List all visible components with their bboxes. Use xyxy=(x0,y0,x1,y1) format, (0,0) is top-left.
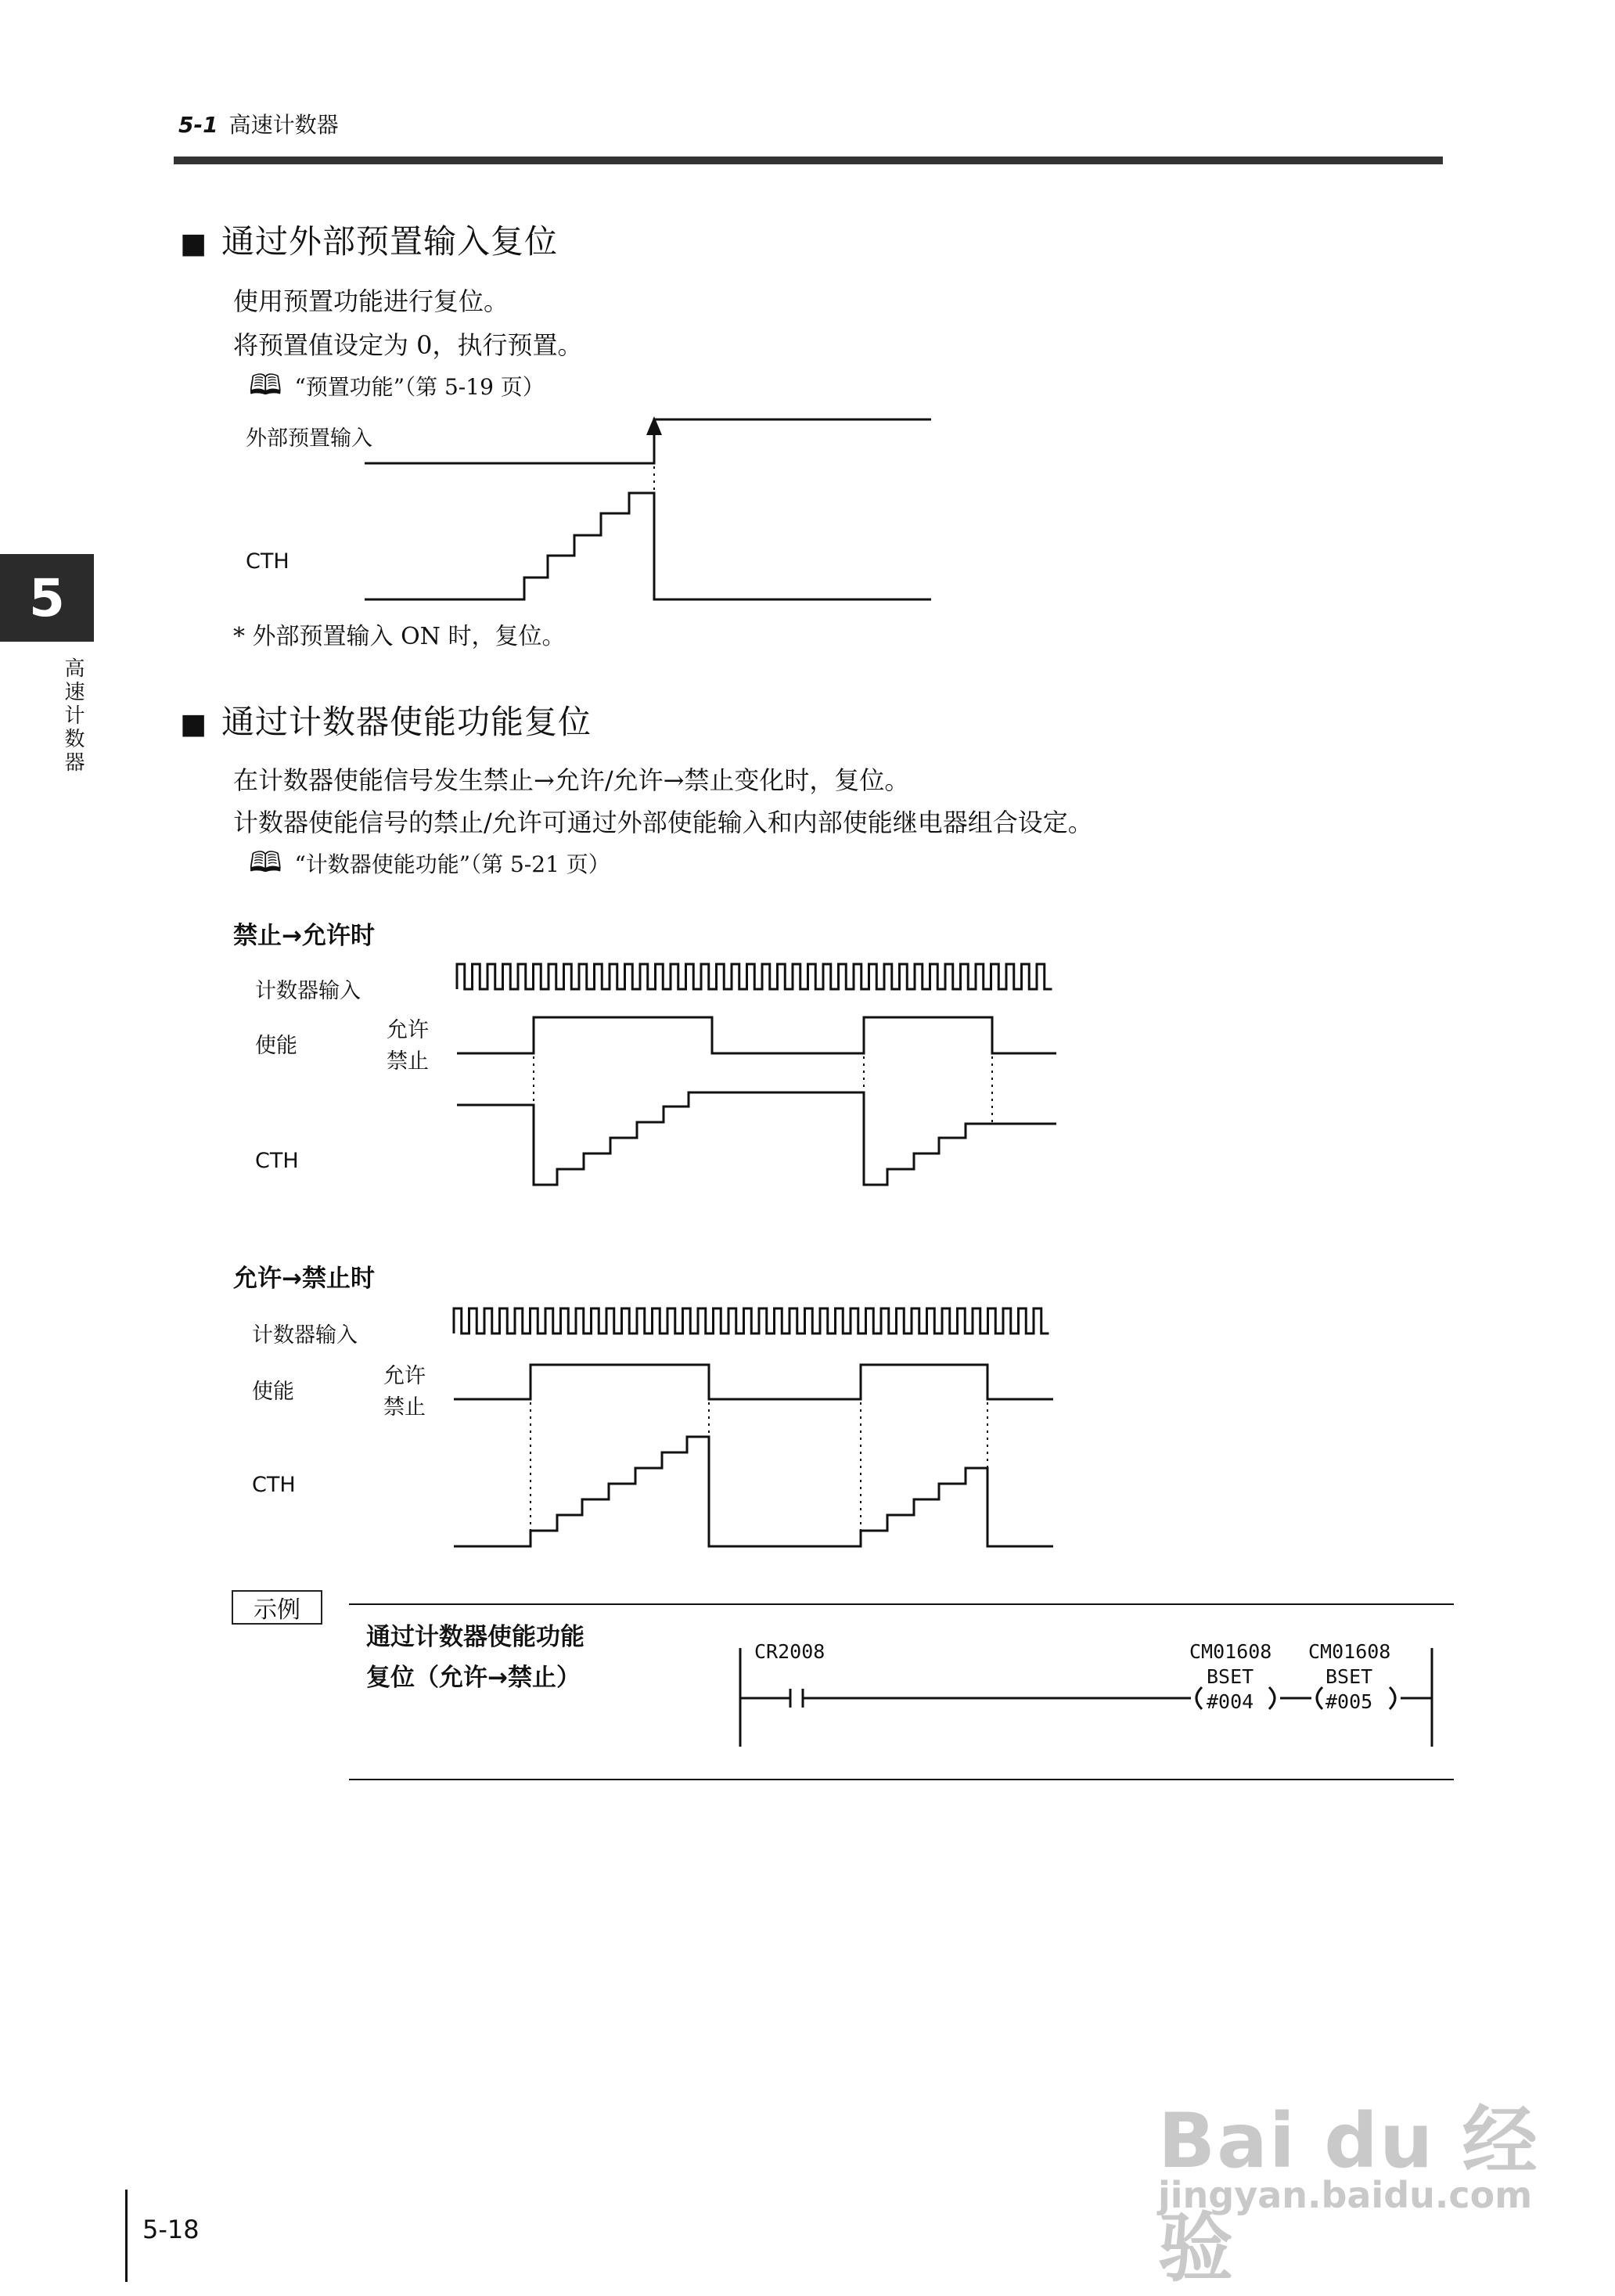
label-prohibit-c: 禁止 xyxy=(383,1395,426,1420)
label-enable-c: 使能 xyxy=(252,1380,294,1404)
sec1-line2: 将预置值设定为 0，执行预置。 xyxy=(233,330,583,360)
enable-waveform-c xyxy=(454,1365,1053,1399)
label-enable-b: 使能 xyxy=(255,1034,297,1058)
label-allow-c: 允许 xyxy=(383,1364,426,1388)
example-desc-line1: 通过计数器使能功能 xyxy=(366,1623,584,1651)
section-number: 5-1 xyxy=(178,112,218,138)
sec2-reference[interactable] xyxy=(249,842,610,890)
sec1-note: * 外部预置输入 ON 时，复位。 xyxy=(233,623,566,650)
sec2-line2: 计数器使能信号的禁止/允许可通过外部使能输入和内部使能继电器组合设定。 xyxy=(233,808,1093,837)
watermark-url: jingyan.baidu.com xyxy=(1158,2174,1533,2216)
chapter-tab[interactable]: 5 xyxy=(0,554,94,642)
pulse-train xyxy=(454,1308,1049,1333)
sec2-line1: 在计数器使能信号发生禁止→允许/允许→禁止变化时，复位。 xyxy=(233,765,910,795)
diagram-b-title: 禁止→允许时 xyxy=(233,922,375,950)
footer-rule xyxy=(125,2190,128,2282)
coil2-instruction: BSET xyxy=(1325,1665,1373,1688)
label-prohibit-b: 禁止 xyxy=(387,1049,429,1074)
pulse-train xyxy=(457,964,1052,989)
label-external-preset-input: 外部预置输入 xyxy=(246,426,372,451)
coil1-argument: #004 xyxy=(1207,1690,1254,1713)
coil2-argument: #005 xyxy=(1325,1690,1373,1713)
label-cth-b: CTH xyxy=(255,1149,299,1173)
coil1-device: CM01608 xyxy=(1189,1640,1272,1663)
diagram-c-title: 允许→禁止时 xyxy=(233,1265,375,1293)
section-heading-preset: ■ 通过外部预置输入复位 xyxy=(180,216,558,263)
cth-waveform-c xyxy=(454,1437,1053,1546)
sec1-line1: 使用预置功能进行复位。 xyxy=(233,286,509,316)
sec1-reference-text: “预置功能”（第 5-19 页） xyxy=(294,374,545,400)
watermark-brand: Bai du 经验 xyxy=(1158,2097,1539,2292)
counter-input-pulses-b xyxy=(457,964,1052,989)
cth-waveform-b xyxy=(457,1092,1056,1185)
counter-input-pulses-c xyxy=(454,1308,1049,1333)
example-tag: 示例 xyxy=(232,1590,322,1625)
cth-waveform-preset xyxy=(365,493,931,599)
example-desc-line2: 复位（允许→禁止） xyxy=(366,1664,581,1692)
ladder-contact-label: CR2008 xyxy=(754,1640,825,1663)
coil2-device: CM01608 xyxy=(1308,1640,1391,1663)
preset-input-waveform xyxy=(365,419,931,463)
book-icon: 🕮 xyxy=(249,847,282,879)
label-cth-c: CTH xyxy=(252,1473,296,1497)
section-title: 高速计数器 xyxy=(228,112,339,138)
chapter-tab-title: 高速计数器 xyxy=(61,657,85,775)
sec2-reference-text: “计数器使能功能”（第 5-21 页） xyxy=(294,851,610,877)
label-allow-b: 允许 xyxy=(387,1018,429,1042)
book-icon: 🕮 xyxy=(249,369,282,401)
label-cth-1: CTH xyxy=(246,549,290,574)
page-number: 5-18 xyxy=(142,2215,200,2244)
label-counter-input-b: 计数器输入 xyxy=(255,979,361,1003)
coil1-instruction: BSET xyxy=(1207,1665,1254,1688)
section-heading-enable: ■ 通过计数器使能功能复位 xyxy=(180,696,592,743)
enable-waveform-b xyxy=(457,1017,1056,1053)
label-counter-input-c: 计数器输入 xyxy=(252,1323,358,1348)
